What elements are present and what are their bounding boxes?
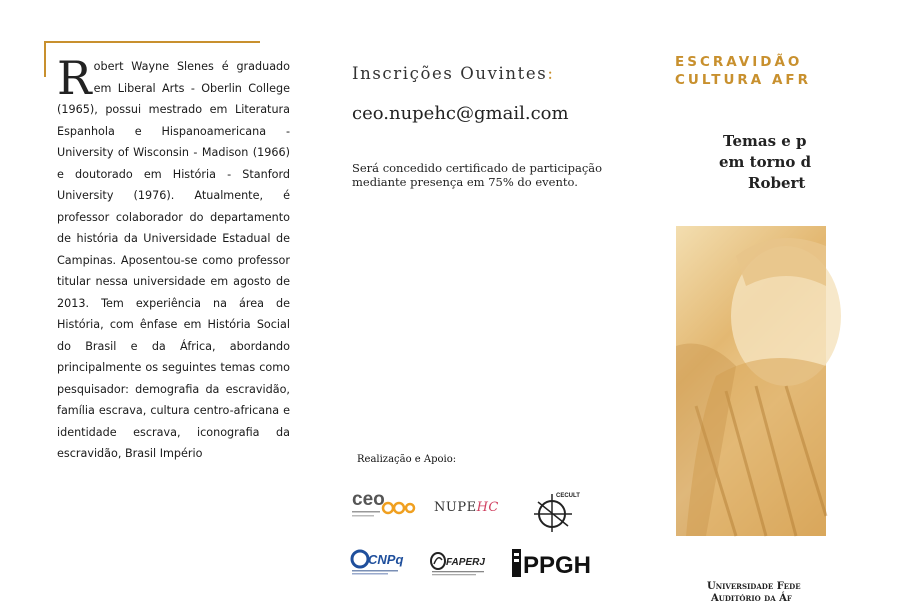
middle-panel xyxy=(330,0,645,600)
nupehc-logo-accent: HC xyxy=(476,500,499,515)
series-title-line2: CULTURA AFR xyxy=(675,72,812,88)
series-title-line1: ESCRAVIDÃO xyxy=(675,54,803,70)
footer-text xyxy=(707,581,907,605)
bio-text: obert Wayne Slenes é graduado em Liberal Arts - Oberlin College (1965), possui mestrado em Literatura Espanhola e Hispanoamericana - University of Wisconsin - Madison (1966) e doutorado em História - Stanford University (1976). Atualmente, é professor colaborador do departamento de história da Universidade Estadual de Campinas. Aposentou-se como professor titular nessa universidade em agosto de 2013. Tem experiência na área de História, com ênfase em História Social do Brasil e da África, abordando principalmente os seguintes temas como pesquisador: demografia da escravidão, família escrava, cultura centro-africana e identidade escrava, iconografia da escravidão, Brasil Império xyxy=(57,60,290,460)
event-subtitle-line3: Robert xyxy=(748,174,806,192)
ppgh-logo xyxy=(512,545,592,579)
inscricoes-title xyxy=(352,64,554,83)
faperj-logo-text: FAPERJ xyxy=(446,557,485,568)
ceo-logo-text: ceo xyxy=(352,489,385,510)
series-title xyxy=(675,53,875,89)
left-panel xyxy=(0,0,330,600)
faperj-logo xyxy=(430,550,490,578)
cnpq-logo xyxy=(350,547,410,577)
event-subtitle-line2: em torno d xyxy=(719,153,812,171)
footer-line2: Auditório da Áf xyxy=(711,593,792,604)
footer-line1: Universidade Fede xyxy=(707,581,801,592)
ppgh-logo-text: PPGH xyxy=(523,552,592,579)
speaker-photo xyxy=(676,226,826,536)
cecult-logo xyxy=(532,488,582,532)
inscricoes-title-text: Inscrições Ouvintes xyxy=(352,64,548,83)
bio-dropcap: R xyxy=(57,51,92,105)
nupehc-logo-main: NUPE xyxy=(434,500,477,515)
bio-paragraph xyxy=(57,51,290,465)
nupehc-logo xyxy=(434,500,499,515)
ceo-logo xyxy=(352,488,414,520)
event-subtitle xyxy=(719,131,923,194)
right-panel xyxy=(645,0,812,604)
sponsors-label: Realização e Apoio: xyxy=(357,454,457,465)
contact-email[interactable]: ceo.nupehc@gmail.com xyxy=(352,103,569,124)
cnpq-logo-text: CNPq xyxy=(368,552,404,567)
inscricoes-colon: : xyxy=(547,64,555,83)
event-subtitle-line1: Temas e p xyxy=(723,132,807,150)
certificate-note: Será concedido certificado de participação mediante presença em 75% do evento. xyxy=(352,161,603,189)
cecult-logo-text: CECULT xyxy=(556,493,580,499)
